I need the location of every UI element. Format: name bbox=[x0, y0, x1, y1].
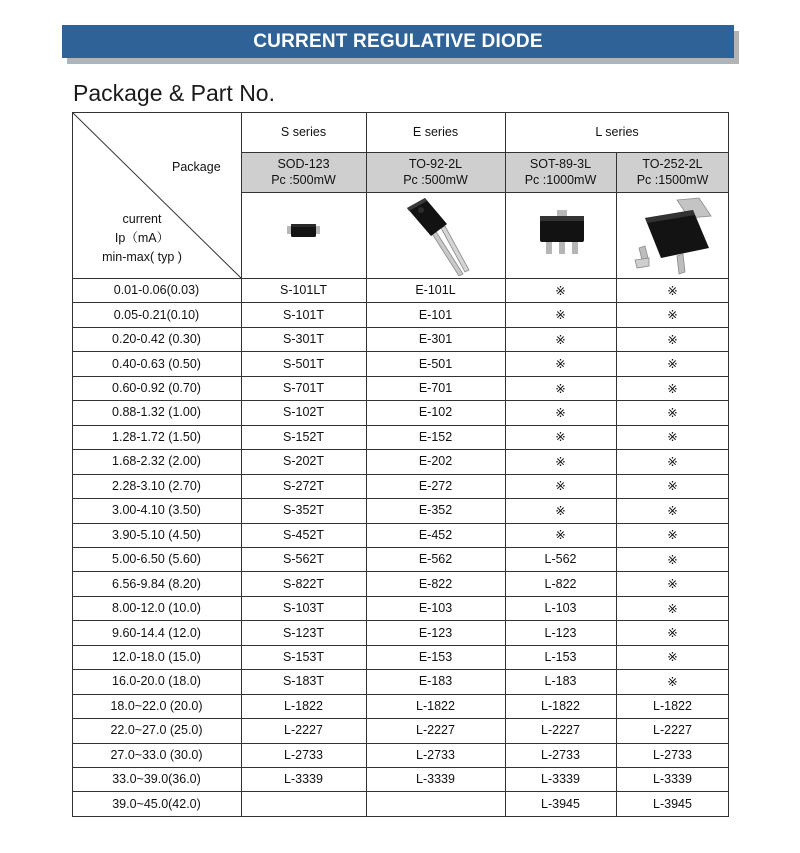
part-number-cell: S-183T bbox=[283, 674, 324, 689]
series-l-header: L series bbox=[595, 125, 639, 139]
current-range-cell: 2.28-3.10 (2.70) bbox=[112, 478, 201, 493]
part-number-cell: L-2227 bbox=[653, 723, 692, 738]
part-number-cell: S-452T bbox=[283, 527, 324, 542]
part-number-cell: E-153 bbox=[418, 649, 453, 664]
part-number-cell: ※ bbox=[555, 332, 566, 347]
corner-current-text: current bbox=[122, 212, 162, 226]
current-range-cell: 0.01-0.06(0.03) bbox=[113, 283, 200, 298]
corner-ip-text: Ip（mA） bbox=[114, 231, 170, 245]
part-number-cell: ※ bbox=[555, 381, 566, 396]
part-number-cell: L-3339 bbox=[541, 772, 580, 787]
current-range-cell: 0.20-0.42 (0.30) bbox=[112, 332, 201, 347]
part-number-cell: S-102T bbox=[283, 405, 324, 420]
part-number-cell: S-101T bbox=[283, 307, 324, 322]
series-s-header: S series bbox=[280, 125, 327, 139]
current-range-cell: 1.28-1.72 (1.50) bbox=[112, 429, 201, 444]
part-number-cell: L-3945 bbox=[541, 796, 580, 811]
part-number-cell: ※ bbox=[667, 626, 678, 641]
part-number-cell: ※ bbox=[555, 357, 566, 372]
part-number-cell: L-1822 bbox=[653, 698, 692, 713]
part-number-cell: E-272 bbox=[418, 478, 453, 493]
current-range-cell: 16.0-20.0 (18.0) bbox=[112, 674, 201, 689]
current-range-cell: 39.0~45.0(42.0) bbox=[112, 796, 201, 811]
part-number-cell: L-1822 bbox=[416, 698, 455, 713]
part-number-cell: E-101 bbox=[418, 307, 453, 322]
part-number-cell: S-301T bbox=[283, 332, 324, 347]
current-range-cell: 0.40-0.63 (0.50) bbox=[112, 356, 201, 371]
current-range-cell: 6.56-9.84 (8.20) bbox=[112, 576, 201, 591]
current-range-cell: 0.88-1.32 (1.00) bbox=[112, 405, 201, 420]
current-range-cell: 33.0~39.0(36.0) bbox=[112, 772, 201, 787]
part-number-cell: ※ bbox=[555, 528, 566, 543]
part-number-cell: S-153T bbox=[283, 649, 324, 664]
part-number-cell: ※ bbox=[667, 405, 678, 420]
part-number-cell: ※ bbox=[667, 528, 678, 543]
part-number-cell bbox=[241, 791, 366, 815]
part-number-cell: ※ bbox=[555, 430, 566, 445]
part-number-cell: L-2227 bbox=[284, 723, 323, 738]
part-number-cell: L-2733 bbox=[541, 747, 580, 762]
part-number-cell: E-701 bbox=[418, 381, 453, 396]
part-number-cell: L-3339 bbox=[653, 772, 692, 787]
part-number-cell: E-501 bbox=[418, 356, 453, 371]
part-number-cell: E-103 bbox=[418, 601, 453, 616]
part-number-cell: ※ bbox=[555, 308, 566, 323]
current-range-cell: 22.0~27.0 (25.0) bbox=[110, 723, 203, 738]
part-number-cell: E-123 bbox=[418, 625, 453, 640]
part-number-cell: ※ bbox=[667, 577, 678, 592]
part-number-cell: E-152 bbox=[418, 429, 453, 444]
part-number-cell: E-183 bbox=[418, 674, 453, 689]
part-number-cell: E-301 bbox=[418, 332, 453, 347]
part-number-cell: S-501T bbox=[283, 356, 324, 371]
pkg-power: Pc :1500mW bbox=[636, 173, 709, 187]
part-number-cell: ※ bbox=[667, 650, 678, 665]
part-number-cell: ※ bbox=[555, 479, 566, 494]
part-number-cell: S-123T bbox=[283, 625, 324, 640]
part-number-cell: L-3339 bbox=[416, 772, 455, 787]
part-number-cell: E-102 bbox=[418, 405, 453, 420]
part-number-cell: S-202T bbox=[283, 454, 324, 469]
current-range-cell: 1.68-2.32 (2.00) bbox=[112, 454, 201, 469]
part-number-cell: ※ bbox=[667, 552, 678, 567]
part-number-cell: L-183 bbox=[544, 674, 577, 689]
part-number-cell: S-562T bbox=[283, 552, 324, 567]
part-number-cell: ※ bbox=[667, 503, 678, 518]
current-range-cell: 3.90-5.10 (4.50) bbox=[112, 527, 201, 542]
part-number-cell: L-2733 bbox=[416, 747, 455, 762]
pkg-name: TO-92-2L bbox=[408, 157, 463, 171]
current-range-cell: 8.00-12.0 (10.0) bbox=[112, 601, 201, 616]
part-number-cell: S-352T bbox=[283, 503, 324, 518]
part-number-cell: ※ bbox=[555, 454, 566, 469]
part-number-cell: L-153 bbox=[544, 649, 577, 664]
current-range-cell: 9.60-14.4 (12.0) bbox=[112, 625, 201, 640]
current-range-cell: 18.0~22.0 (20.0) bbox=[110, 698, 203, 713]
pkg-name: SOD-123 bbox=[277, 157, 330, 171]
current-range-cell: 27.0~33.0 (30.0) bbox=[110, 747, 203, 762]
part-number-cell: S-272T bbox=[283, 478, 324, 493]
corner-package-label: Package bbox=[172, 160, 221, 174]
part-number-cell: ※ bbox=[667, 381, 678, 396]
banner-title: CURRENT REGULATIVE DIODE bbox=[253, 30, 543, 52]
part-number-cell: S-152T bbox=[283, 429, 324, 444]
part-number-cell: E-101L bbox=[415, 283, 456, 298]
part-number-cell: S-101LT bbox=[279, 283, 327, 298]
part-number-cell: L-562 bbox=[544, 552, 577, 567]
part-number-cell: S-701T bbox=[283, 381, 324, 396]
part-number-cell: ※ bbox=[555, 503, 566, 518]
current-range-cell: 5.00-6.50 (5.60) bbox=[112, 552, 201, 567]
part-number-cell: ※ bbox=[667, 601, 678, 616]
title-banner bbox=[62, 25, 734, 58]
part-number-cell: S-822T bbox=[283, 576, 324, 591]
part-number-cell: ※ bbox=[667, 357, 678, 372]
part-number-cell: L-3339 bbox=[284, 772, 323, 787]
part-number-cell: ※ bbox=[667, 674, 678, 689]
current-range-cell: 0.05-0.21(0.10) bbox=[113, 307, 200, 322]
part-number-cell: L-2733 bbox=[653, 747, 692, 762]
part-number-cell: S-103T bbox=[283, 601, 324, 616]
part-number-cell: ※ bbox=[667, 308, 678, 323]
part-number-cell: ※ bbox=[667, 430, 678, 445]
part-number-cell: ※ bbox=[555, 283, 566, 298]
pkg-name: SOT-89-3L bbox=[529, 157, 592, 171]
part-number-cell: E-202 bbox=[418, 454, 453, 469]
part-number-cell: ※ bbox=[555, 405, 566, 420]
part-number-cell: L-2227 bbox=[416, 723, 455, 738]
part-number-cell: L-103 bbox=[544, 601, 577, 616]
current-range-cell: 12.0-18.0 (15.0) bbox=[112, 649, 201, 664]
part-number-cell: L-822 bbox=[544, 576, 577, 591]
part-number-cell: ※ bbox=[667, 479, 678, 494]
part-number-cell: ※ bbox=[667, 283, 678, 298]
pkg-name: TO-252-2L bbox=[642, 157, 703, 171]
part-number-table bbox=[72, 112, 729, 817]
part-number-cell: E-562 bbox=[418, 552, 453, 567]
corner-range-text: min-max( typ ) bbox=[102, 250, 182, 264]
series-e-header: E series bbox=[412, 125, 459, 139]
pkg-power: Pc :1000mW bbox=[524, 173, 597, 187]
pkg-power: Pc :500mW bbox=[271, 173, 336, 187]
part-number-cell: ※ bbox=[667, 454, 678, 469]
part-number-cell: ※ bbox=[667, 332, 678, 347]
current-range-cell: 3.00-4.10 (3.50) bbox=[112, 503, 201, 518]
part-number-cell: E-452 bbox=[418, 527, 453, 542]
part-number-cell: L-3945 bbox=[653, 796, 692, 811]
part-number-cell: L-2227 bbox=[541, 723, 580, 738]
pkg-power: Pc :500mW bbox=[403, 173, 468, 187]
part-number-cell: L-123 bbox=[544, 625, 577, 640]
part-number-cell: L-2733 bbox=[284, 747, 323, 762]
part-number-cell: E-352 bbox=[418, 503, 453, 518]
part-number-cell: L-1822 bbox=[284, 698, 323, 713]
part-number-cell bbox=[366, 791, 505, 815]
section-title: Package & Part No. bbox=[73, 80, 275, 106]
current-range-cell: 0.60-0.92 (0.70) bbox=[112, 381, 201, 396]
part-number-cell: L-1822 bbox=[541, 698, 580, 713]
part-number-cell: E-822 bbox=[418, 576, 453, 591]
